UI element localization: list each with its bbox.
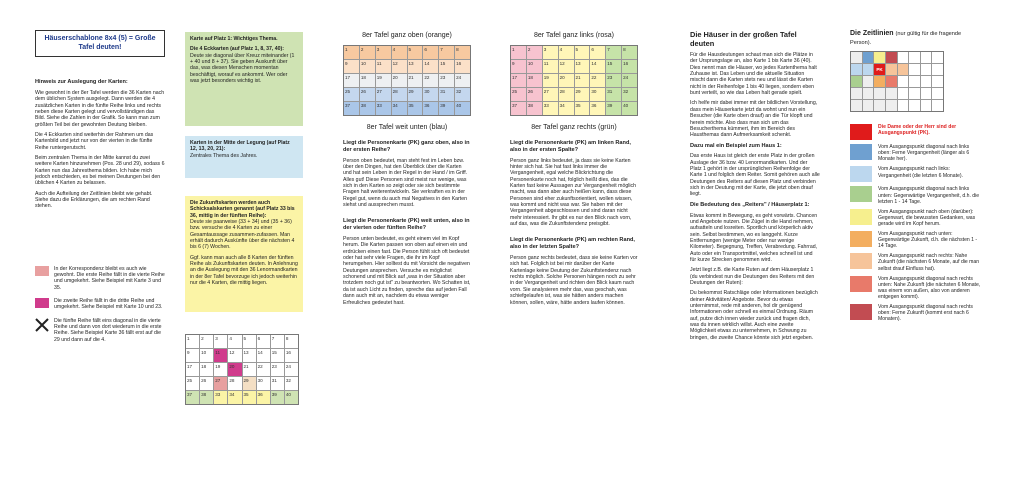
timeline-swatch [850,166,872,182]
grid-cell: 17 [186,363,199,376]
grid-cell [909,100,920,111]
grid-cell [909,52,920,63]
grid-cell: 36 [257,391,270,404]
grid-cell: 24 [455,74,470,87]
grid-cell: 22 [590,74,605,87]
answer-bottom: Person unten bedeutet, es geht einem viel im Kopf herum. Die Karten passen von oben auf einen ein und erdrücken einen fast. Die Person fühlt sich oft bedeutet oder hat sehr viele Fragen, die ihr im Kopf herumgehen. Hier solltest du mit Vorsicht die negativen Deutungen ansprechen. Versuche es möglichst schonend und mit Blick auf „was in der Situation aber trotzdem noch gut ist" zu beantworten. Wo Schatten ist, da ist auch Licht zu finden, spreche das auf jeden Fall dann auch mit an, nachdem du etwas weniger Erfreuliches gedeutet hast. [343,236,471,306]
timeline-swatch [850,186,872,202]
grid-cell: 16 [285,349,298,362]
grid-cell: 18 [527,74,542,87]
grid-cell: 14 [590,60,605,73]
grid-blue-title: 8er Tafel weit unten (blau) [366,123,448,131]
grid-cell: 35 [575,102,590,115]
grid-cell [863,76,874,87]
legend-list [35,266,165,343]
grid-cell: 33 [214,391,227,404]
answer-top: Person oben bedeutet, man steht fest im Leben bzw. über den Dingen, hat den Überblick über die Karten und hat sein Leben in der Regel in der Hand / im Griff. Alles gut! Diese Personen sind meist nur wenige, was sich in den Karten so zeigt oder sie sich bestimmte Fragen halt weiterentwickeln. Sie verkraften es in der Regel gut, wenn du auch mal Negatives in den Karten siehst und aussprechen musst. [343,157,468,209]
question-top: Liegt die Personenkarte (PK) ganz oben, also in der ersten Reihe? [343,140,470,153]
timeline-text: Vom Ausgangspunkt nach links: Vergangenheit (die letzten 6 Monate). [878,166,963,179]
grid-cell: 25 [186,377,199,390]
houses-p2: Ich helfe mir dabei immer mit der bildlichen Vorstellung, dass mein Häuserkarte jetzt da wohnt und nun ein Besucher (die Karte oben drauf) an die Tür klopft und herein möchte. Also dass man sich um das Besucherthema kümmert, ihm im Bereich des Hausthemas dann Aufmerksamkeit schenkt. [690,100,818,139]
grid-cell: 28 [228,377,241,390]
grid-cell [851,100,862,111]
grid-cell: 12 [559,60,574,73]
grid-cell: 13 [575,60,590,73]
grid-cell: 28 [392,88,407,101]
grid-cell: 30 [257,377,270,390]
grid-cell [874,88,885,99]
grid-cell [932,64,943,75]
grid-cell [863,100,874,111]
legend-swatch-magenta [35,298,49,308]
grid-cell: 11 [214,349,227,362]
timeline-text: Vom Ausgangspunkt diagonal nach links unten: Gegenwärtige Vergangenheit, d.h. die letzten 1 - 14 Tage. [878,186,980,205]
center-cards-box [185,136,303,178]
grid-cell [851,64,862,75]
answer-right: Person ganz rechts bedeutet, dass sie keine Karten vor sich hat. Folglich ist bei mir darüber der Karte Kartenlage keine Deutung der Zukunftstendenz nach rechts möglich. Solche Personen hängen noch zu sehr in der Vergangenheit und richten den Blick kaum nach vorn. Sie analysieren mehr das, was geschah, was schiefgelaufen ist, was sie hätten anders machen können, sollen, wäre, hätte anders laufen können. [510,255,638,306]
grid-cell: 8 [622,46,637,59]
houses-p3: Das erste Haus ist gleich der erste Platz in der großen Auslage der 36 bzw. 40 Lenormandkarten. Und der Platz 1 gehört in der ursprünglichen Reihenfolge der Karte 1 und folglich dem Reiter. Somit gehören auch alle Deutungen des Reiters auf diesen Platz und verbinden sich in der Deutung mit der Karte, die jetzt oben drauf liegt. [690,153,820,198]
grid-cell: 20 [559,74,574,87]
grid-cell: 9 [186,349,199,362]
main-title: Häuserschablone 8x4 (5) = Große Tafel deuten! [35,30,165,57]
grid-cell: 9 [511,60,526,73]
hint-heading: Hinweis zur Auslegung der Karten: [35,79,128,86]
grid-cell: 15 [271,349,284,362]
grid-cell [898,76,909,87]
grid-cell: 32 [455,88,470,101]
grid-cell: 7 [271,335,284,348]
grid-cell: 38 [200,391,213,404]
timeline-item [850,304,982,322]
houses-p4: Etwas kommt in Bewegung, es geht vorwärts. Chancen und Angebote nutzen. Die Zügel in die Hand nehmen, aufsatteln und losreiten. Sportlich und körperlich aktiv sein. Selbst bestimmen, wo es langgeht. Kurze Entfernungen (wenige Meter oder nur wenige Kilometer). Begegnung, Treffen, Verabredung. Fahrrad, Auto oder ein Transportmittel, welches schnell ist und für kurze Strecken genommen wird. [690,212,818,263]
timeline-paragraph: Auch die Aufteilung der Zeitlinien bleibt wie gehabt. Siehe dazu die Erklärungen, die am rechten Rand stehen. [35,190,153,210]
grid-cell: 3 [376,46,391,59]
grid-cell: 37 [511,102,526,115]
grid-cell [898,100,909,111]
grid-cell: 16 [622,60,637,73]
timeline-legend [850,124,982,322]
houses-title: Die Häuser in der großen Tafel deuten [690,30,797,49]
grid-cell: 30 [423,88,438,101]
question-bottom: Liegt die Personenkarte (PK) weit unten, also in der vierten oder fünften Reihe? [343,218,470,232]
grid-cell [886,52,897,63]
timeline-swatch [850,253,872,269]
grid-cell [909,76,920,87]
timeline-item [850,209,982,227]
grid-cell [921,76,932,87]
grid-cell: 32 [622,88,637,101]
timeline-text: Vom Ausgangspunkt diagonal nach links oben: Ferne Vergangenheit (länger als 6 Monate her). [878,144,970,163]
grid-cell [932,52,943,63]
grid-cell: 2 [360,46,375,59]
grid-cell: 19 [214,363,227,376]
legend-text: Die fünfte Reihe fällt eins diagonal in die vierte Reihe und dann von dort wiederum in die erste Reihe. Siehe Beispiel Karte 36 fällt erst auf die 29 und dann auf die 4. [54,317,162,343]
grid-cell: 31 [606,88,621,101]
grid-cell: 8 [285,335,298,348]
grid-cell: 21 [575,74,590,87]
timeline-item [850,231,982,249]
future-cards-heading: Die Zukunftskarten werden auch Schicksalskarten genannt (auf Platz 33 bis 36, mittig in der fünften Reihe): [190,200,295,219]
grid-cell: 7 [439,46,454,59]
grid-cell: 19 [543,74,558,87]
timeline-swatch [850,231,872,247]
grid-cell: 35 [408,102,423,115]
grid-cell: 25 [511,88,526,101]
grid-cell: 35 [243,391,256,404]
grid-cell: 34 [559,102,574,115]
grid-green-title: 8er Tafel ganz rechts (grün) [531,123,617,131]
grid-cell: 21 [243,363,256,376]
grid-cell: 9 [344,60,359,73]
timeline-swatch [850,209,872,225]
answer-left: Person ganz links bedeutet, ja dass sie keine Karten hinter sich hat. Sie hat fast links immer die Vergangenheit, egal welche Blickrichtung die Personenkarte noch hat, folglich heißt dies, das die Karten fast keine Aussagen zur Vergangenheit möglich macht, was dann aber auch heißen kann, dass diese Personen sind eher zukunftsorientiert, wollen wissen, was kommt und nicht was war. Sie haben mit der Vergangenheit abgeschlossen und sind daran nicht mehr interessiert. Ihr gibt es nur den Blick nach vorn, auf das, was die Zukunftstendenz preisgibt. [510,157,637,228]
grid-cell: 15 [439,60,454,73]
grid-cell: 1 [344,46,359,59]
grid-cell [851,52,862,63]
rider-heading: Die Bedeutung des „Reiters" / Häuserplatz 1: [690,201,810,208]
grid-cell [921,88,932,99]
grid-cell: 3 [214,335,227,348]
grid-cell: 10 [200,349,213,362]
corner-paragraph: Die 4 Eckkarten sind weiterhin der Rahmen um das Kartenbild und jetzt nur von der vierten in die fünfte Reihe runtergerutscht. [35,131,154,151]
grid-cell [909,64,920,75]
cross-icon [35,318,49,328]
grid-cell: 33 [376,102,391,115]
grid-cell: 4 [228,335,241,348]
grid-cell: 27 [214,377,227,390]
timeline-swatch [850,124,872,140]
grid-cell: 36 [423,102,438,115]
grid-cell: 21 [408,74,423,87]
corner-cards-box [185,32,303,126]
grid-cell: 33 [543,102,558,115]
grid-cell: 6 [590,46,605,59]
houses-p1: Für die Hausdeutungen schaut man sich die Plätze in der Ursprungslage an, also Karte 1 bis Karte 36 (40). Dies nennt man die Häuser, wo jedes Kartenthema halt Zuhause ist. Das Leben und die aktuelle Situation mischt dann die Karten stets neu und lässt die Karten nicht in der Reihenfolge 1 bis 40 liegen, sondern eben bunt verteilt, so wie das Leben halt gerade spielt. [690,52,817,97]
grid-cell: 34 [392,102,407,115]
grid-cell: 24 [622,74,637,87]
grid-cell: 2 [200,335,213,348]
grid-cell [921,52,932,63]
grid-cell: 10 [360,60,375,73]
grid-cell: 1 [186,335,199,348]
timeline-item [850,166,982,182]
grid-cell: 6 [257,335,270,348]
grid-cell: 8 [455,46,470,59]
future-cards-text-2: Ggf. kann man auch alle 8 Karten der fünften Reihe als Zukunftskarten deuten. In Anlehnung an die Auslegung mit den 36 Lenormandkarten in der 8er Tafel bevorzuge ich jedoch weiterhin nur die 4 Karten, die mittig liegen. [190,254,298,287]
grid-cell: 29 [575,88,590,101]
grid-cell: 38 [527,102,542,115]
grid-cell: 11 [376,60,391,73]
grid-cell [898,52,909,63]
legend-item-row1 [35,266,165,291]
legend-text: Die zweite Reihe fällt in die dritte Reihe und umgekehrt. Siehe Beispiel mit Karte 10 und 23. [54,298,163,311]
timeline-swatch [850,144,872,160]
grid-cell [874,52,885,63]
column-top-bottom [343,32,471,310]
corner-cards-text: Deute sie diagonal über Kreuz miteinander (1 + 40 und 8 + 37). Sie geben Auskunft über das, was diesen Menschen momentan beschäftigt, worauf es ankommt. Wer oder was jetzt besonders wichtig ist. [190,52,295,85]
grid-cell: 31 [439,88,454,101]
grid-timeline [850,51,944,112]
grid-cell: 3 [543,46,558,59]
timeline-text: Vom Ausgangspunkt nach rechts: Nahe Zukunft (die nächsten 6 Monate, auf die man selbst drauf Einfluss hat). [878,253,980,272]
place-1-heading: Karte auf Platz 1: Wichtiges Thema. [190,36,278,42]
grid-cell: 36 [590,102,605,115]
houses-p5: Jetzt liegt z.B. die Karte Ruten auf dem Häuserplatz 1 (du verbindest nun die Deutungen des Reiters mit den Deutungen der Ruten): [690,267,815,286]
timeline-item [850,276,982,300]
grid-cell: 5 [243,335,256,348]
column-left-right [510,32,638,310]
grid-cell: 28 [559,88,574,101]
grid-cell: 4 [392,46,407,59]
grid-cell: 34 [228,391,241,404]
grid-cell: 11 [543,60,558,73]
timeline-text: Vom Ausgangspunkt nach unten: Gegenwärtige Zukunft, d.h. die nächsten 1 - 14 Tage. [878,231,978,250]
timeline-swatch [850,276,872,292]
timeline-item [850,124,982,140]
future-cards-text: Deute sie paarweise (33 + 34) und (35 + 36) bzw. versuche die 4 Karten zu einer Gesamtaussage zusammen-zufassen. Man erhält dadurch Auskünfte über die nächsten 4 bis 6 (7) Wochen. [190,219,295,251]
column-positions [185,32,303,405]
timeline-text: Vom Ausgangspunkt diagonal nach rechts oben: Ferne Zukunft (kommt erst nach 6 Monaten). [878,304,973,323]
grid-cell: 20 [228,363,241,376]
grid-cell [874,76,885,87]
grid-cell: 16 [455,60,470,73]
grid-cell: 23 [439,74,454,87]
timeline-text: Die Dame oder der Herr sind der Ausgangspunkt (PK). [878,124,957,137]
grid-cell: 18 [200,363,213,376]
grid-cell: 12 [228,349,241,362]
grid-cell [863,52,874,63]
grid-cell: 40 [622,102,637,115]
grid-cell: 26 [360,88,375,101]
grid-cell [932,100,943,111]
center-cards-text: Zentrales Thema des Jahres. [190,152,258,159]
grid-cell: 10 [527,60,542,73]
future-cards-box [185,196,303,312]
grid-cell: 27 [376,88,391,101]
column-intro [35,30,165,350]
grid-cell: 40 [455,102,470,115]
grid-cell: 5 [575,46,590,59]
timeline-swatch [850,304,872,320]
grid-cell: 26 [527,88,542,101]
grid-cell: 20 [392,74,407,87]
grid-cell: 22 [423,74,438,87]
grid-cell: 37 [186,391,199,404]
legend-text: In der Korrespondenz bleibt es auch wie gewohnt. Die erste Reihe fällt in die vierte Reihe und umgekehrt. Siehe Beispiel mit Karte 3 und 35. [54,265,165,291]
timeline-item [850,186,982,204]
legend-item-row5 [35,318,165,343]
grid-cell: 14 [257,349,270,362]
pk-cell: PK [874,64,885,75]
grid-cell [886,76,897,87]
timelines-title: Die Zeitlinien [850,30,894,37]
grid-cell [863,88,874,99]
grid-cell: 15 [606,60,621,73]
grid-cell: 24 [285,363,298,376]
grid-cell: 22 [257,363,270,376]
center-cards-heading: Karten in der Mitte der Legung (auf Platz 12, 13, 20, 21): [190,140,290,153]
center-paragraph: Beim zentralen Thema in der Mitte kannst du zwei weitere Karten hinzunehmen (Pos. 28 und 29), sodass 6 Karten nun das Jahresthema bilden. Ich habe mich jedoch entschieden, es bei meinen Deutungen bei den üblichen 4 Karten zu belassen. [35,154,165,187]
grid-cell [863,64,874,75]
timeline-text: Vom Ausgangspunkt nach oben (darüber): Gegenwart, die bewussten Gedanken, was gerade wird im Kopf herum. [878,208,976,227]
grid-rosa-title: 8er Tafel ganz links (rosa) [533,32,615,39]
houses-p6: Du bekommst Ratschläge oder Informationen bezüglich deiner Aktivitäten/ Angebote. Bevor du etwas unternimmst, rede mit anderen, hol dir genügend Informationen oder schnell es einmal Ordnung. Räum auf, putze dich innen wieder zurück und fragen dich, was du innen wirklich willst. Auch eine zweite Möglichkeit etwas zu unternehmen, in Schwung zu bringen, die zweite Chance könnte sich jetzt ergeben. [690,290,818,341]
timeline-item [850,253,982,271]
legend-item-row2 [35,298,165,311]
grid-cell [921,64,932,75]
grid-cell: 25 [344,88,359,101]
grid-cell: 32 [285,377,298,390]
column-timelines [850,30,982,326]
grid-cell [851,76,862,87]
timeline-item [850,144,982,162]
grid-rosa [510,45,638,116]
grid-cell: 27 [543,88,558,101]
grid-cell: 40 [285,391,298,404]
grid-cell: 39 [271,391,284,404]
grid-cell [932,88,943,99]
grid-cell: 37 [344,102,359,115]
grid-cell: 38 [360,102,375,115]
grid-cell: 2 [527,46,542,59]
grid-cell: 31 [271,377,284,390]
grid-cell: 26 [200,377,213,390]
grid-cell: 14 [423,60,438,73]
grid-cell: 12 [392,60,407,73]
grid-cell [909,88,920,99]
grid-cell: 23 [606,74,621,87]
grid-cell: 19 [376,74,391,87]
grid-cell [886,100,897,111]
grid-cell: 7 [606,46,621,59]
grid-cell [898,64,909,75]
grid-cell: 39 [606,102,621,115]
grid-cell: 30 [590,88,605,101]
grid-orange [343,45,471,116]
grid-cell [886,64,897,75]
question-right: Liegt die Personenkarte (PK) am rechten Rand, also in der letzten Spalte? [510,237,635,251]
grid-cell [874,100,885,111]
intro-paragraph: Wie gewohnt in der 8er Tafel werden die 36 Karten nach dem üblichen System ausgelegt. Dann werden die 4 zusätzlichen Karten in die fünfte Reihe links und rechts neben diese Karten gelegt und vervollständigen das Bild. Siehe die Zahlen in der Grafik. So kann man zum größten Teil bei der gewohnten Deutung bleiben. [35,89,165,128]
legend-swatch-pink [35,266,49,276]
grid-cell [898,88,909,99]
grid-cell: 5 [408,46,423,59]
grid-cell: 1 [511,46,526,59]
grid-cell: 23 [271,363,284,376]
grid-cell: 18 [360,74,375,87]
question-left: Liegt die Personenkarte (PK) am linken Rand, also in der ersten Spalte? [510,140,631,153]
grid-cell: 4 [559,46,574,59]
grid-cell: 13 [243,349,256,362]
timeline-text: Vom Ausgangspunkt diagonal nach rechts unten: Nahe Zukunft (die nächsten 6 Monate, was einem von außen, also von anderen entgegen kommt). [878,275,981,301]
grid-cell [851,88,862,99]
grid-cell: 13 [408,60,423,73]
grid-cell: 6 [423,46,438,59]
grid-cell: 29 [243,377,256,390]
grid-cell [886,88,897,99]
grid-cell: 17 [344,74,359,87]
timelines-note: (nur gültig für die fragende Person). [850,31,962,46]
grid-cell: 17 [511,74,526,87]
grid-orange-title: 8er Tafel ganz oben (orange) [362,32,452,39]
column-houses [690,30,820,345]
example-heading: Dazu mal ein Beispiel zum Haus 1: [690,142,782,149]
house-grid-main [185,334,299,405]
grid-cell: 29 [408,88,423,101]
corner-cards-heading: Die 4 Eckkarten (auf Platz 1, 8, 37, 40): [190,46,284,53]
grid-cell [932,76,943,87]
grid-cell: 39 [439,102,454,115]
grid-cell [921,100,932,111]
